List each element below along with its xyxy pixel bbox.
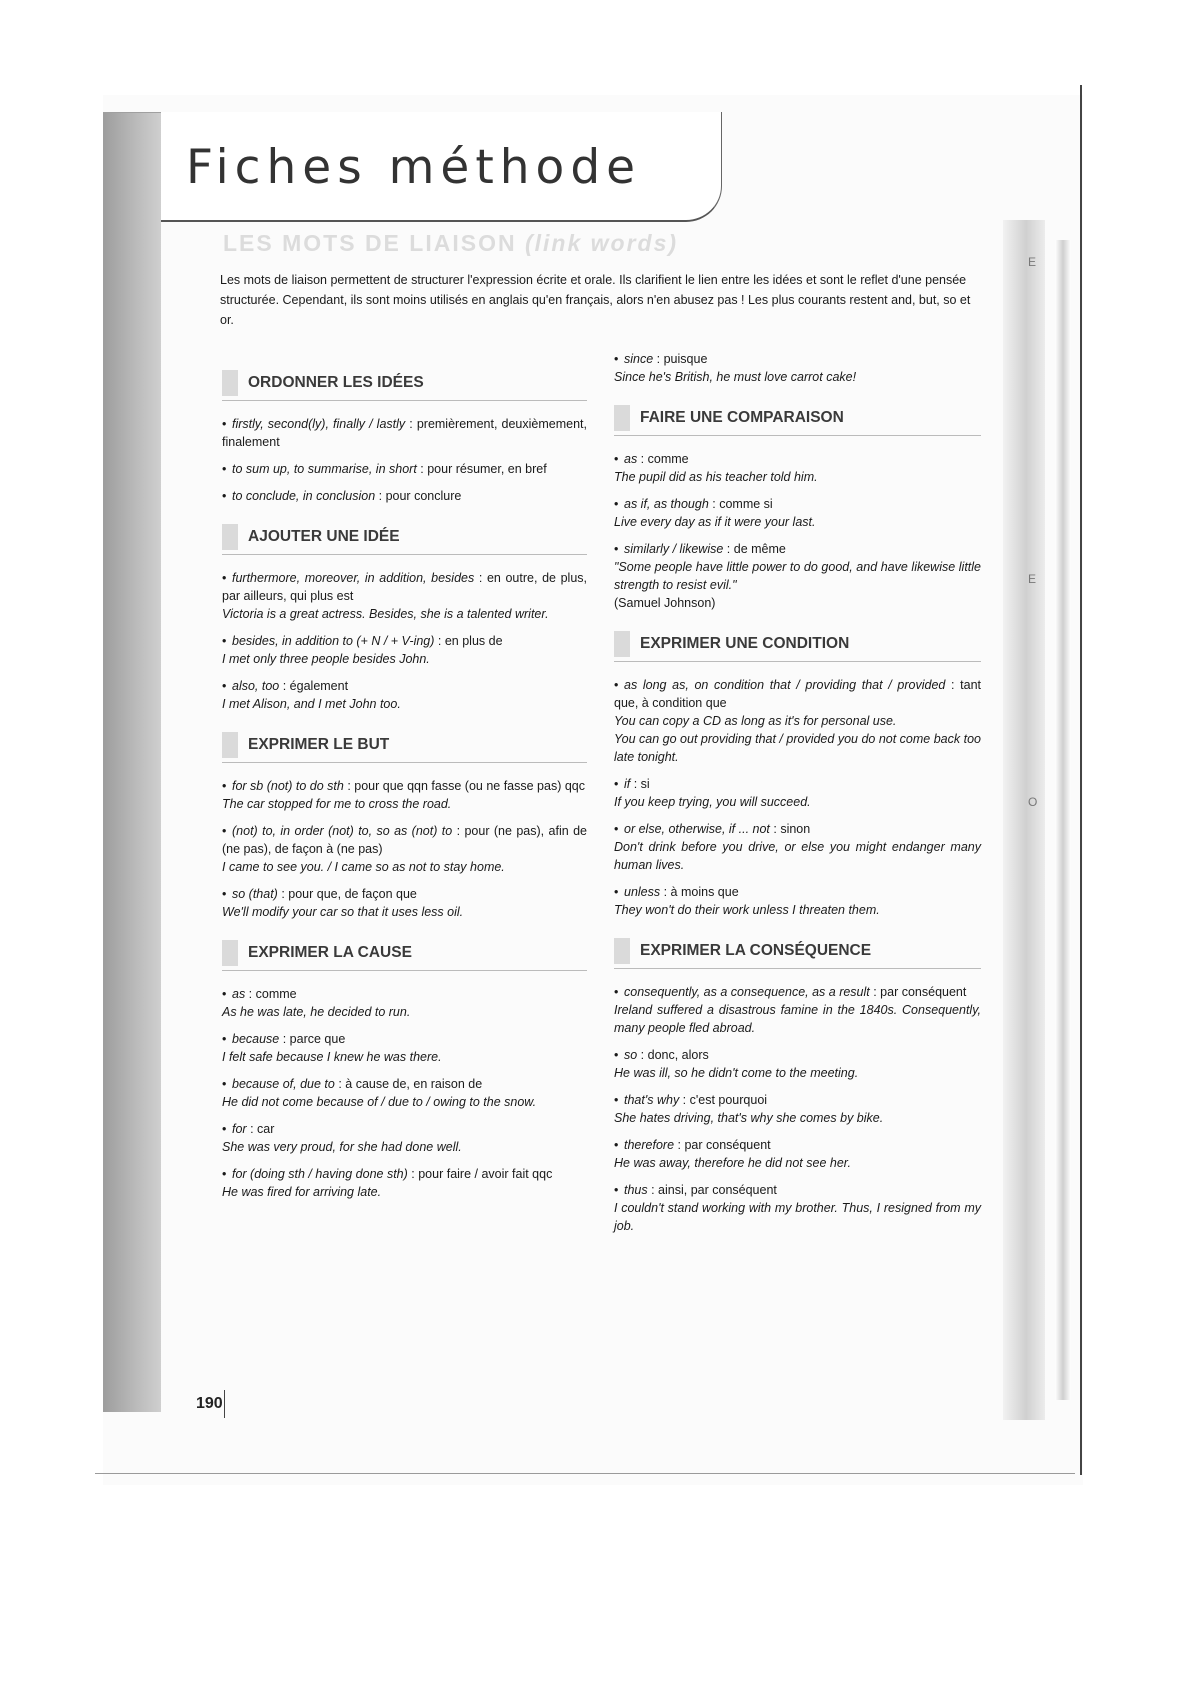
entry-example: He was away, therefore he did not see her.: [614, 1156, 851, 1170]
list-item: [614, 1181, 981, 1235]
entry-lead: • to sum up, to summarise, in short : pour résumer, en bref: [222, 462, 547, 476]
link-words: for (doing sth / having done sth): [232, 1167, 408, 1181]
link-words: since: [624, 352, 654, 366]
list-item: [222, 632, 587, 668]
list-item: [614, 350, 981, 386]
entry-example: You can copy a CD as long as it's for personal use.: [614, 714, 897, 728]
entry-lead: • for (doing sth / having done sth) : pour faire / avoir fait qqc: [222, 1167, 553, 1181]
list-item: [222, 885, 587, 921]
section-heading: [222, 930, 587, 971]
link-words: besides, in addition to (+ N / + V-ing): [232, 634, 435, 648]
method-section: [614, 928, 981, 1235]
entry-lead: • if : si: [614, 777, 650, 791]
list-item: [222, 487, 587, 505]
entry-lead: • as if, as though : comme si: [614, 497, 773, 511]
heading-marker: [614, 631, 630, 657]
heading-marker: [614, 938, 630, 964]
bullet-icon: •: [222, 1077, 227, 1091]
entry-example: She hates driving, that's why she comes by bike.: [614, 1111, 884, 1125]
heading-marker: [614, 405, 630, 431]
section-subtitle: [223, 230, 678, 257]
section-heading-text: EXPRIMER LE BUT: [248, 736, 390, 753]
bullet-icon: •: [222, 1122, 227, 1136]
link-words: furthermore, moreover, in addition, besides: [232, 571, 475, 585]
section-heading-text: EXPRIMER LA CAUSE: [248, 944, 412, 961]
bullet-icon: •: [222, 489, 227, 503]
bullet-icon: •: [614, 1093, 619, 1107]
entry-example: As he was late, he decided to run.: [222, 1005, 411, 1019]
link-words: as: [624, 452, 638, 466]
link-words: therefore: [624, 1138, 675, 1152]
right-column: [614, 350, 981, 1244]
link-words: to conclude, in conclusion: [232, 489, 376, 503]
entry-example: Live every day as if it were your last.: [614, 515, 816, 529]
entry-lead: • firstly, second(ly), finally / lastly : premièrement, deuxièmement, finalement: [222, 417, 587, 449]
list-item: [614, 883, 981, 919]
list-item: [614, 820, 981, 874]
bullet-icon: •: [614, 452, 619, 466]
list-item: [614, 983, 981, 1037]
bullet-icon: •: [614, 885, 619, 899]
list-item: [614, 1136, 981, 1172]
entry-lead: • similarly / likewise : de même: [614, 542, 786, 556]
bullet-icon: •: [614, 1138, 619, 1152]
entry-lead: • for : car: [222, 1122, 275, 1136]
section-heading: [614, 395, 981, 436]
entry-lead: • since : puisque: [614, 352, 708, 366]
section-heading-text: FAIRE UNE COMPARAISON: [640, 409, 844, 426]
link-words: firstly, second(ly), finally / lastly: [232, 417, 406, 431]
list-item: [222, 460, 587, 478]
page-title: Fiches méthode: [186, 140, 642, 195]
heading-marker: [222, 370, 238, 396]
margin-letter: O: [1028, 795, 1038, 809]
link-words: if: [624, 777, 631, 791]
link-words: so (that): [232, 887, 278, 901]
section-heading-text: ORDONNER LES IDÉES: [248, 374, 424, 391]
entry-lead: • or else, otherwise, if ... not : sinon: [614, 822, 811, 836]
entry-example: He did not come because of / due to / owing to the snow.: [222, 1095, 537, 1109]
link-words: also, too: [232, 679, 280, 693]
bullet-icon: •: [614, 1183, 619, 1197]
entry-example: Victoria is a great actress. Besides, she is a talented writer.: [222, 607, 549, 621]
bullet-icon: •: [222, 1167, 227, 1181]
left-column: [222, 360, 587, 1210]
list-item: [614, 1046, 981, 1082]
entry-lead: • unless : à moins que: [614, 885, 739, 899]
method-section: [222, 360, 587, 505]
entry-example: "Some people have little power to do good, and have likewise little strength to resist evil.": [614, 560, 981, 592]
section-heading: [222, 514, 587, 555]
bullet-icon: •: [222, 679, 227, 693]
link-words: because of, due to: [232, 1077, 335, 1091]
bullet-icon: •: [222, 462, 227, 476]
bullet-icon: •: [614, 777, 619, 791]
section-heading: [222, 360, 587, 401]
heading-marker: [222, 940, 238, 966]
section-heading-text: AJOUTER UNE IDÉE: [248, 528, 400, 545]
list-item: [222, 822, 587, 876]
link-words: unless: [624, 885, 661, 899]
entry-lead: • for sb (not) to do sth : pour que qqn fasse (ou ne fasse pas) qqc: [222, 779, 585, 793]
section-heading-text: EXPRIMER UNE CONDITION: [640, 635, 850, 652]
entry-example: Don't drink before you drive, or else you might endanger many human lives.: [614, 840, 981, 872]
entry-example: The car stopped for me to cross the road.: [222, 797, 452, 811]
entry-lead: • as long as, on condition that / providing that / provided : tant que, à condition que: [614, 678, 981, 710]
list-item: [614, 450, 981, 486]
bullet-icon: •: [614, 985, 619, 999]
list-item: [614, 775, 981, 811]
list-item: [222, 415, 587, 451]
method-section: [614, 621, 981, 919]
list-item: [222, 777, 587, 813]
entry-example: If you keep trying, you will succeed.: [614, 795, 811, 809]
right-shadow-strip: [1003, 220, 1045, 1420]
link-words: that's why: [624, 1093, 680, 1107]
entry-example: The pupil did as his teacher told him.: [614, 470, 818, 484]
link-words: for sb (not) to do sth: [232, 779, 344, 793]
bullet-icon: •: [222, 824, 227, 838]
method-section: [614, 395, 981, 612]
page-right-edge: [1080, 85, 1082, 1475]
bullet-icon: •: [222, 887, 227, 901]
subtitle-italic: (link words): [524, 230, 679, 256]
link-words: so: [624, 1048, 638, 1062]
list-item: [614, 1091, 981, 1127]
subtitle-main: LES MOTS DE LIAISON: [223, 230, 517, 256]
entry-example: He was ill, so he didn't come to the meeting.: [614, 1066, 859, 1080]
link-words: similarly / likewise: [624, 542, 724, 556]
section-heading: [614, 621, 981, 662]
bullet-icon: •: [614, 352, 619, 366]
entry-lead: • so (that) : pour que, de façon que: [222, 887, 417, 901]
entry-source: (Samuel Johnson): [614, 596, 716, 610]
method-section: [222, 514, 587, 713]
link-words: for: [232, 1122, 247, 1136]
margin-letter: E: [1028, 572, 1037, 586]
list-item: [222, 985, 587, 1021]
bullet-icon: •: [222, 634, 227, 648]
entry-lead: • furthermore, moreover, in addition, besides : en outre, de plus, par ailleurs, qui plus est: [222, 571, 588, 603]
entry-example: I felt safe because I knew he was there.: [222, 1050, 442, 1064]
bullet-icon: •: [614, 678, 619, 692]
link-words: (not) to, in order (not) to, so as (not) to: [232, 824, 453, 838]
bullet-icon: •: [222, 417, 227, 431]
section-heading: [222, 722, 587, 763]
entry-example: We'll modify your car so that it uses less oil.: [222, 905, 464, 919]
link-words: as if, as though: [624, 497, 709, 511]
method-section: [222, 722, 587, 921]
list-item: [614, 495, 981, 531]
entry-lead: • so : donc, alors: [614, 1048, 709, 1062]
list-item: [222, 1120, 587, 1156]
section-heading-text: EXPRIMER LA CONSÉQUENCE: [640, 942, 872, 959]
link-words: or else, otherwise, if ... not: [624, 822, 770, 836]
bullet-icon: •: [614, 1048, 619, 1062]
margin-letter: E: [1028, 255, 1037, 269]
link-words: because: [232, 1032, 280, 1046]
bullet-icon: •: [614, 497, 619, 511]
entry-lead: • as : comme: [614, 452, 689, 466]
link-words: thus: [624, 1183, 648, 1197]
list-item: [614, 676, 981, 766]
list-item: [222, 1165, 587, 1201]
list-item: [222, 677, 587, 713]
entry-example: She was very proud, for she had done well.: [222, 1140, 462, 1154]
entry-lead: • therefore : par conséquent: [614, 1138, 771, 1152]
entry-lead: • (not) to, in order (not) to, so as (not) to : pour (ne pas), afin de (ne pas), de façon à (ne pas): [222, 824, 587, 856]
entry-lead: • thus : ainsi, par conséquent: [614, 1183, 777, 1197]
left-shadow-strip: [103, 112, 161, 1412]
list-item: [222, 1075, 587, 1111]
entry-lead: • because of, due to : à cause de, en raison de: [222, 1077, 483, 1091]
section-heading: [614, 928, 981, 969]
link-words: consequently, as a consequence, as a result: [624, 985, 870, 999]
method-section: [222, 930, 587, 1201]
bullet-icon: •: [614, 822, 619, 836]
entry-lead: • also, too : également: [222, 679, 349, 693]
link-words: as long as, on condition that / providing that / provided: [624, 678, 946, 692]
entry-example: I couldn't stand working with my brother. Thus, I resigned from my job.: [614, 1201, 981, 1233]
bullet-icon: •: [222, 1032, 227, 1046]
page-number-divider: [224, 1390, 225, 1418]
entry-lead: • besides, in addition to (+ N / + V-ing) : en plus de: [222, 634, 503, 648]
page-bottom-edge: [95, 1473, 1075, 1474]
link-words: to sum up, to summarise, in short: [232, 462, 417, 476]
entry-example: They won't do their work unless I threaten them.: [614, 903, 880, 917]
list-item: [614, 540, 981, 612]
entry-example: He was fired for arriving late.: [222, 1185, 382, 1199]
entry-example: I met Alison, and I met John too.: [222, 697, 401, 711]
entry-lead: • that's why : c'est pourquoi: [614, 1093, 768, 1107]
heading-marker: [222, 524, 238, 550]
link-words: as: [232, 987, 246, 1001]
bullet-icon: •: [222, 987, 227, 1001]
right-page-shadow: [1055, 240, 1071, 1400]
entry-lead: • consequently, as a consequence, as a result : par conséquent: [614, 985, 967, 999]
entry-example: I met only three people besides John.: [222, 652, 430, 666]
bullet-icon: •: [222, 571, 227, 585]
heading-marker: [222, 732, 238, 758]
list-item: [222, 1030, 587, 1066]
entry-example: Since he's British, he must love carrot cake!: [614, 370, 857, 384]
entry-example: I came to see you. / I came so as not to stay home.: [222, 860, 505, 874]
entry-lead: • to conclude, in conclusion : pour conclure: [222, 489, 462, 503]
list-item: [222, 569, 587, 623]
entry-example: Ireland suffered a disastrous famine in the 1840s. Consequently, many people fled abroad.: [614, 1003, 981, 1035]
bullet-icon: •: [614, 542, 619, 556]
entry-lead: • because : parce que: [222, 1032, 346, 1046]
intro-paragraph: Les mots de liaison permettent de structurer l'expression écrite et orale. Ils clarifient le lien entre les idées et sont le reflet d'une pensée structurée. Cependant, ils sont moins utilisés en anglais qu'en français, alors n'en abusez pas ! Les plus courants restent and, but, so et or.: [220, 273, 971, 327]
entry-lead: • as : comme: [222, 987, 297, 1001]
bullet-icon: •: [222, 779, 227, 793]
entry-example: You can go out providing that / provided you do not come back too late tonight.: [614, 732, 981, 764]
page-number: 190: [196, 1395, 223, 1412]
